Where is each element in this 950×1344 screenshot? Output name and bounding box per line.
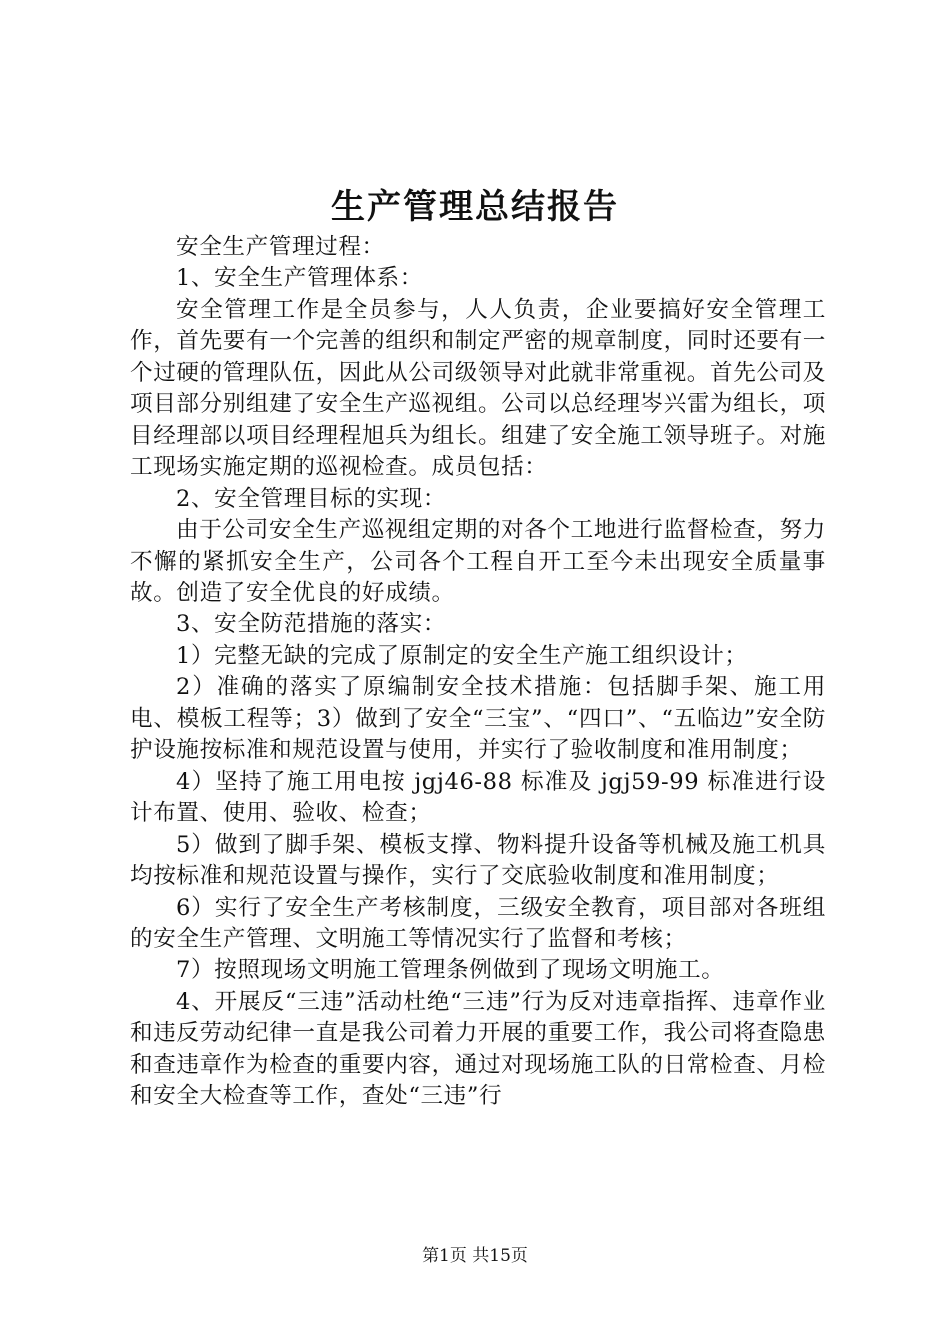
paragraph: 6）实行了安全生产考核制度，三级安全教育，项目部对各班组的安全生产管理、文明施工等情况实行了监督和考核； <box>130 894 826 952</box>
paragraph: 1）完整无缺的完成了原制定的安全生产施工组织设计； <box>176 642 748 669</box>
document-body <box>130 232 826 1113</box>
paragraph: 安全管理工作是全员参与，人人负责，企业要搞好安全管理工作，首先要有一个完善的组织和制定严密的规章制度，同时还要有一个过硬的管理队伍，因此从公司级领导对此就非常重视。首先公司及项目部分别组建了安全生产巡视组。公司以总经理岑兴雷为组长，项目经理部以项目经理程旭兵为组长。组建了安全施工领导班子。对施工现场实施定期的巡视检查。成员包括： <box>130 296 826 481</box>
paragraph: 5）做到了脚手架、模板支撑、物料提升设备等机械及施工机具均按标准和规范设置与操作，实行了交底验收制度和准用制度； <box>130 831 826 890</box>
paragraph: 2）准确的落实了原编制安全技术措施：包括脚手架、施工用电、模板工程等；3）做到了安全“三宝”、“四口”、“五临边”安全防护设施按标准和规范设置与使用，并实行了验收制度和准用制度； <box>130 674 826 764</box>
paragraph: 4、开展反“三违”活动杜绝“三违”行为反对违章指挥、违章作业和违反劳动纪律一直是我公司着力开展的重要工作，我公司将查隐患和查违章作为检查的重要内容，通过对现场施工队的日常检查、月检和安全大检查等工作，查处“三违”行 <box>130 988 826 1110</box>
paragraph: 1、安全生产管理体系： <box>176 265 423 292</box>
page-number-footer: 第1页 共15页 <box>422 1246 528 1266</box>
paragraph: 安全生产管理过程： <box>176 234 385 260</box>
paragraph: 2、安全管理目标的实现： <box>176 485 447 512</box>
document-title: 生产管理总结报告 <box>331 187 619 227</box>
paragraph: 由于公司安全生产巡视组定期的对各个工地进行监督检查，努力不懈的紧抓安全生产，公司各个工程自开工至今未出现安全质量事故。创造了安全优良的好成绩。 <box>130 517 826 606</box>
paragraph: 3、安全防范措施的落实： <box>176 611 447 638</box>
paragraph: 7）按照现场文明施工管理条例做到了现场文明施工。 <box>176 957 725 984</box>
paragraph: 4）坚持了施工用电按 jgj46-88 标准及 jgj59-99 标准进行设计布置、使用、验收、检查； <box>130 768 826 827</box>
